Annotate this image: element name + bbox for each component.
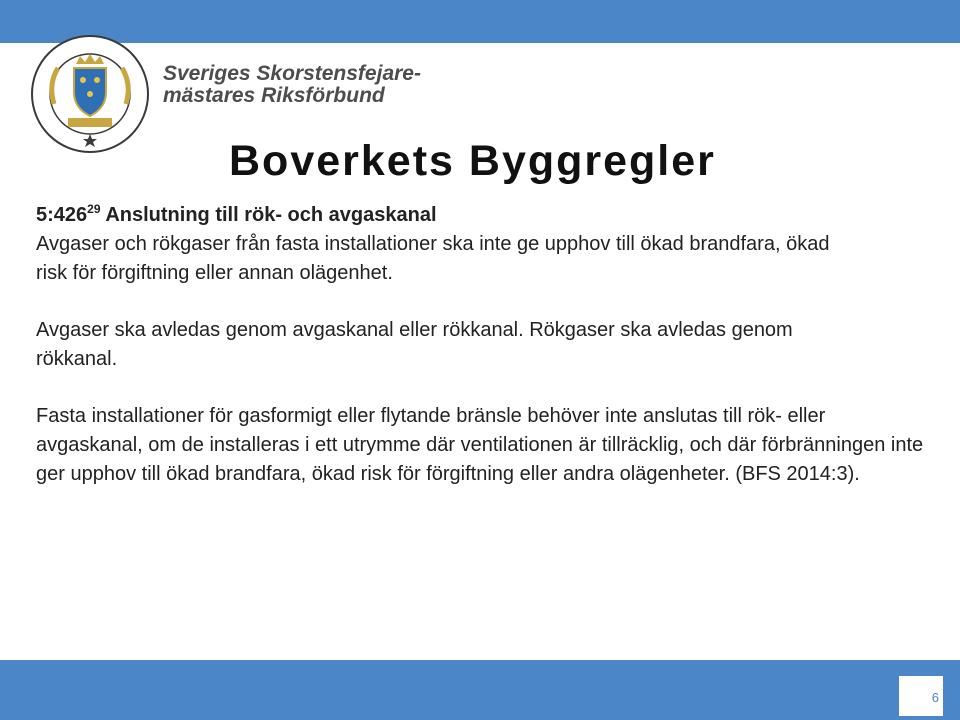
section-heading [36, 201, 936, 230]
section-heading-text: Anslutning till rök- och avgaskanal [105, 204, 437, 226]
paragraph-2: Avgaser ska avledas genom avgaskanal eller rökkanal. Rökgaser ska avledas genom rökkanal. [36, 319, 793, 370]
organization-name-line-2: mästares Riksförbund [163, 84, 385, 107]
organization-name [163, 63, 421, 107]
paragraph-1: Avgaser och rökgaser från fasta installationer ska inte ge upphov till ökad brandfara, ökad risk för förgiftning eller annan olägenhet. [36, 233, 830, 284]
page-number: 6 [931, 690, 939, 705]
bottom-accent-bar [0, 660, 960, 720]
organization-logo [30, 34, 150, 154]
paragraph-3: Fasta installationer för gasformigt eller flytande bränsle behöver inte anslutas till rök- eller avgaskanal, om de installeras i ett utrymme där ventilationen är tillräcklig, och där förbränningen inte ger upphov till ökad brandfara, ökad risk för förgiftning eller andra olägenheter. (BFS 2014:3). [36, 405, 924, 485]
section-superscript: 29 [87, 202, 101, 216]
slide-body [36, 201, 936, 489]
organization-name-line-1: Sveriges Skorstensfejare- [163, 62, 421, 85]
slide-title: Boverkets Byggregler [229, 137, 716, 185]
page-number-box [899, 676, 943, 716]
section-number: 5:426 [36, 204, 88, 226]
